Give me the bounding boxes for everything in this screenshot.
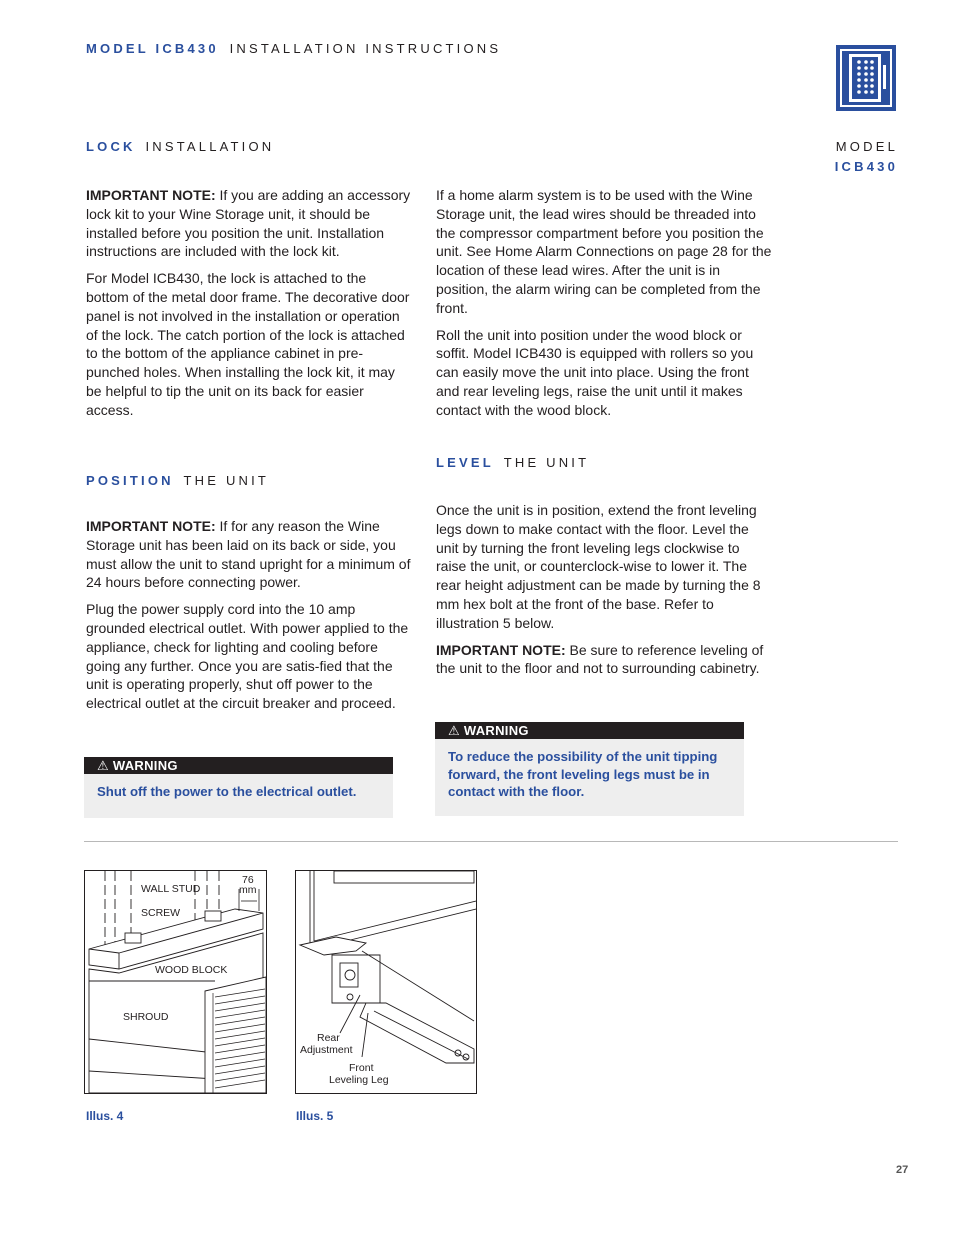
- level-heading-rest: THE UNIT: [503, 455, 590, 470]
- level-note-label: IMPORTANT NOTE:: [436, 641, 566, 658]
- level-note-text: Be sure to reference leveling of the unit to the floor and not to surrounding cabinetry.: [436, 641, 764, 677]
- lock-heading-rest: INSTALLATION: [145, 139, 275, 154]
- illustration-4: [84, 870, 267, 1094]
- illus4-shroud-label: SHROUD: [123, 1011, 169, 1023]
- roll-para: Roll the unit into position under the wood block or soffit. Model ICB430 is equipped with rollers so you can easily move the unit into place. Using the front and rear leveling legs, raise the unit until it makes contact with the wood block.: [436, 326, 754, 418]
- level-section: [436, 501, 772, 686]
- page-header: [86, 41, 501, 56]
- illus5-rear-label-1: Rear: [317, 1032, 340, 1044]
- position-warning-bar: [84, 757, 393, 774]
- lock-section: [86, 186, 412, 428]
- header-model: MODEL ICB430: [86, 41, 219, 56]
- level-warning-text: To reduce the possibility of the unit tipping forward, the front leveling legs must be in contact with the floor.: [448, 749, 718, 800]
- lock-note-label: IMPORTANT NOTE:: [86, 187, 216, 203]
- illus4-wall-stud-label: WALL STUD: [141, 883, 201, 895]
- illus5-front-label-1: Front: [349, 1062, 374, 1074]
- level-warning-box: [435, 722, 744, 816]
- level-para1: Once the unit is in position, extend the front leveling legs down to make contact with the floor. Level the unit by turning the front leveling legs clockwise to raise the unit, or counterclock-wise to lower it. The rear height adjustment can be made by turning the 8 mm hex bolt at the front of the base. Refer to illustration 5 below.: [436, 502, 761, 631]
- illus5-rear-label-2: Adjustment: [300, 1044, 353, 1056]
- illus4-caption: Illus. 4: [86, 1109, 124, 1123]
- lock-para2: For Model ICB430, the lock is attached to the bottom of the metal door frame. The decorative door panel is not involved in the installation or operation of the lock. The catch portion of the lock is attached to the bottom of the appliance cabinet in pre-punched holes. When installing the lock kit, it may be helpful to tip the unit on its back for easier access.: [86, 270, 410, 418]
- alarm-para: If a home alarm system is to be used with the Wine Storage unit, the lead wires should be threaded into the compressor compartment before you position the unit. See Home Alarm Connections on page 28 for the location of these lead wires. After the unit is in position, the alarm wiring can be completed from the front.: [436, 187, 772, 316]
- position-heading-bold: POSITION: [86, 473, 174, 488]
- position-warning-box: [84, 757, 393, 818]
- level-warning-bar: [435, 722, 744, 739]
- illus4-dim-unit: mm: [239, 884, 257, 896]
- position-warning-label: WARNING: [112, 758, 178, 773]
- section-divider: [84, 841, 898, 842]
- position-heading-rest: THE UNIT: [183, 473, 270, 488]
- wine-cabinet-logo-icon: [836, 45, 896, 111]
- position-section: [86, 517, 412, 721]
- illus5-front-label-2: Leveling Leg: [329, 1074, 389, 1086]
- position-warning-text: Shut off the power to the electrical outlet.: [97, 784, 357, 799]
- side-model-word: MODEL: [835, 139, 898, 154]
- illus4-wood-block-label: WOOD BLOCK: [155, 964, 228, 976]
- page-number: 27: [896, 1164, 909, 1176]
- illus4-screw-label: SCREW: [141, 907, 181, 919]
- illus5-caption: Illus. 5: [296, 1109, 334, 1123]
- illustration-5: [295, 870, 477, 1094]
- level-note: [436, 641, 772, 679]
- lock-note-text: If you are adding an accessory lock kit to your Wine Storage unit, it should be installed before you position the unit. Installation instructions are included with the lock kit.: [86, 187, 411, 260]
- position-note-label: IMPORTANT NOTE:: [86, 518, 216, 534]
- position-note-text: If for any reason the Wine Storage unit has been laid on its back or side, you must allow the unit to stand upright for a minimum of 24 hours before connecting power.: [86, 518, 411, 591]
- header-title: INSTALLATION INSTRUCTIONS: [229, 41, 502, 56]
- level-warning-label: WARNING: [463, 723, 529, 738]
- lock-note: [86, 186, 412, 261]
- illus4-dim-value: 76: [242, 874, 254, 886]
- lock-heading: [86, 139, 274, 154]
- level-heading-bold: LEVEL: [436, 455, 494, 470]
- warning-triangle-icon: ⚠: [448, 723, 460, 738]
- position-para2: Plug the power supply cord into the 10 amp grounded electrical outlet. With power applied to the appliance, check for lighting and cooling before going any further. Once you are satis-fied that the unit is operating properly, shut off power to the electrical outlet at the circuit breaker and proceed.: [86, 601, 409, 712]
- position-heading: [86, 473, 269, 488]
- warning-triangle-icon: ⚠: [97, 758, 109, 773]
- lock-heading-bold: LOCK: [86, 139, 136, 154]
- alarm-section: [436, 186, 772, 428]
- side-model-number: ICB430: [834, 159, 898, 174]
- position-note: [86, 517, 412, 592]
- level-heading: [436, 455, 589, 470]
